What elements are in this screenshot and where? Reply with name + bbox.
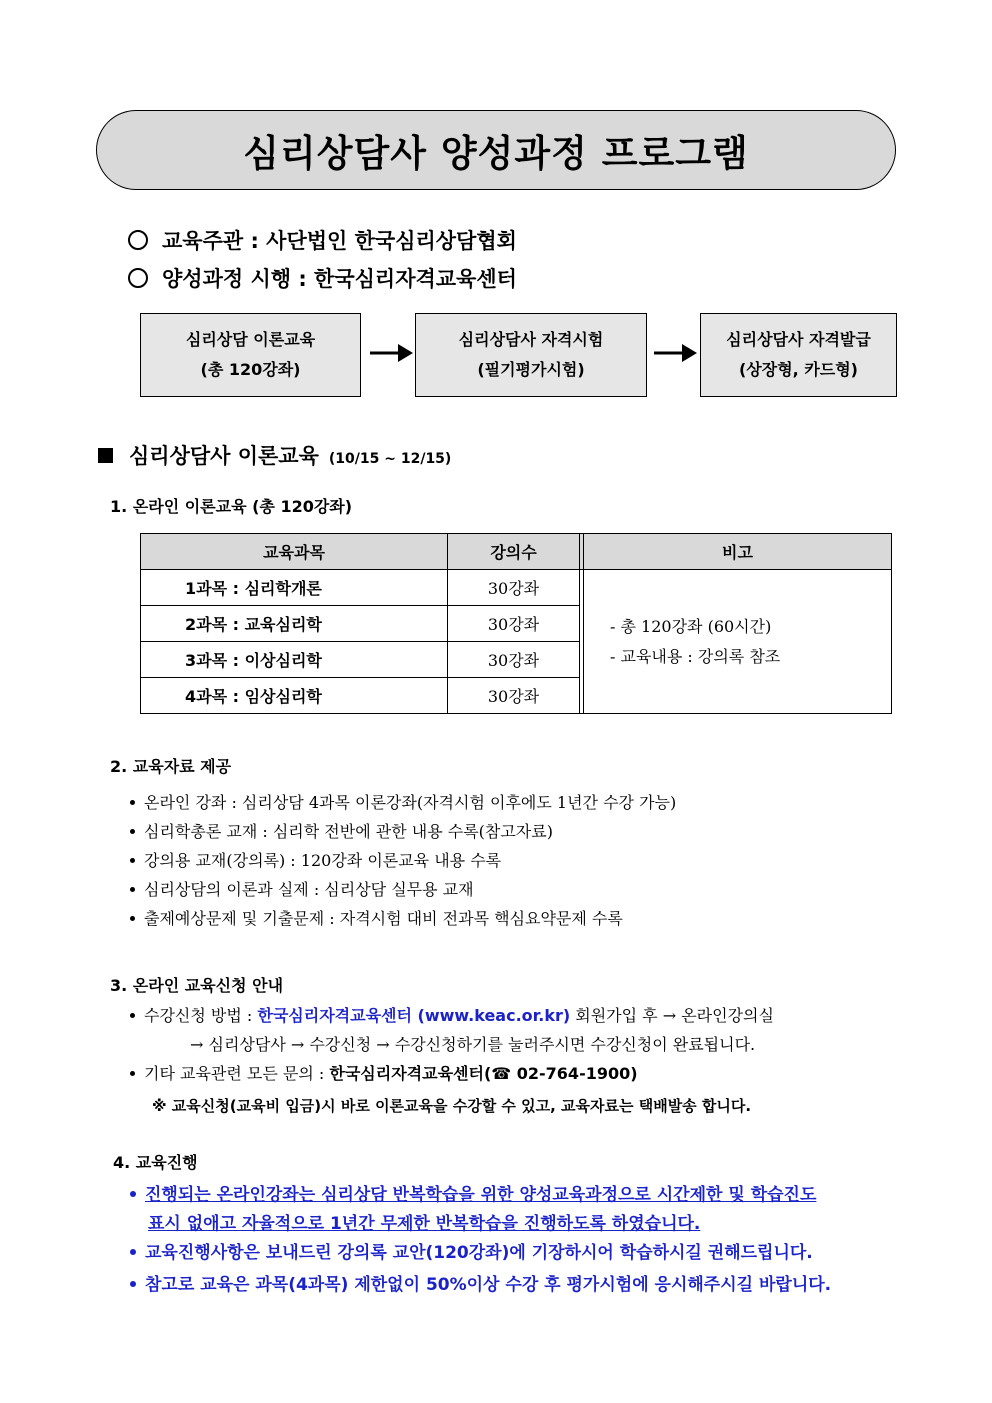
circle-bullet-icon: [128, 268, 148, 288]
course-count: 30강좌: [448, 606, 580, 642]
progress-note-3: [130, 1270, 831, 1295]
column-header: 비고: [584, 534, 892, 570]
list-item-text: 심리상담의 이론과 실제 : 심리상담 실무용 교재: [144, 880, 474, 899]
column-header: 강의수: [448, 534, 580, 570]
note-line: - 교육내용 : 강의록 참조: [610, 646, 781, 666]
progress-note-2: [130, 1238, 813, 1263]
flow-step-label: 심리상담 이론교육: [185, 330, 316, 349]
flow-step-label: 심리상담사 자격발급: [726, 330, 871, 349]
course-notes: [584, 570, 892, 714]
page-title: [96, 110, 896, 190]
flow-step-sublabel: (상장형, 카드형): [738, 360, 858, 379]
info-operator-text: 양성과정 시행 : 한국심리자격교육센터: [162, 267, 517, 291]
bullet-icon: [130, 1071, 135, 1076]
apply-prefix: 수강신청 방법 :: [144, 1006, 258, 1025]
flow-step-education: [140, 313, 361, 397]
flow-step-sublabel: (필기평가시험): [477, 360, 585, 379]
course-subject: 3과목 : 이상심리학: [141, 642, 448, 678]
bullet-icon: [130, 829, 135, 834]
list-item: [130, 848, 501, 871]
course-count: 30강좌: [448, 642, 580, 678]
progress-note-1b-text: 표시 없애고 자율적으로 1년간 무제한 반복학습을 진행하도록 하였습니다.: [148, 1214, 701, 1234]
course-subject: 1과목 : 심리학개론: [141, 570, 448, 606]
table-header-row: [141, 534, 892, 570]
progress-note-3-text: 참고로 교육은 과목(4과목) 제한없이 50%이상 수강 후 평가시험에 응시해주시길 바랍니다.: [145, 1275, 832, 1295]
course-subject: 2과목 : 교육심리학: [141, 606, 448, 642]
apply-method: [130, 1003, 774, 1026]
square-bullet-icon: [98, 448, 113, 463]
contact-prefix: 기타 교육관련 모든 문의 :: [144, 1064, 330, 1083]
subsection-2-title: 2. 교육자료 제공: [110, 757, 232, 776]
info-organizer-text: 교육주관 : 사단법인 한국심리상담협회: [162, 229, 517, 253]
course-subject: 4과목 : 임상심리학: [141, 678, 448, 714]
flow-step-sublabel: (총 120강좌): [200, 360, 301, 379]
section-heading: [98, 440, 451, 470]
apply-method-continued: → 심리상담사 → 수강신청 → 수강신청하기를 눌러주시면 수강신청이 완료됩니다.: [190, 1035, 756, 1054]
website-link[interactable]: 한국심리자격교육센터 (www.keac.or.kr): [257, 1006, 571, 1025]
progress-note-1-continued: [148, 1209, 700, 1234]
column-header: 교육과목: [141, 534, 448, 570]
progress-note-1-text: 진행되는 온라인강좌는 심리상담 반복학습을 위한 양성교육과정으로 시간제한 및 학습진도: [145, 1185, 817, 1205]
bullet-icon: [130, 916, 135, 921]
section-title: 심리상담사 이론교육: [129, 444, 319, 468]
bullet-icon: [130, 1013, 135, 1018]
course-table: [140, 533, 892, 714]
bullet-icon: [130, 858, 135, 863]
bullet-icon: [130, 887, 135, 892]
list-item: [130, 906, 623, 929]
subsection-4-title: 4. 교육진행: [113, 1153, 198, 1172]
contact-info: [130, 1061, 638, 1084]
bullet-icon: [130, 800, 135, 805]
circle-bullet-icon: [128, 230, 148, 250]
list-item: [130, 790, 676, 813]
bullet-icon: [130, 1249, 136, 1255]
note-line: - 총 120강좌 (60시간): [610, 616, 772, 636]
right-arrow-icon: [652, 342, 698, 364]
page-title-text: 심리상담사 양성과정 프로그램: [243, 132, 749, 175]
list-item-text: 심리학총론 교재 : 심리학 전반에 관한 내용 수록(참고자료): [144, 822, 553, 841]
list-item-text: 출제예상문제 및 기출문제 : 자격시험 대비 전과목 핵심요약문제 수록: [144, 909, 623, 928]
bullet-icon: [130, 1191, 136, 1197]
flow-step-certificate: [700, 313, 897, 397]
apply-suffix: 회원가입 후 → 온라인강의실: [570, 1006, 774, 1025]
flow-step-exam: [415, 313, 647, 397]
section-period: (10/15 ~ 12/15): [328, 451, 452, 467]
course-count: 30강좌: [448, 570, 580, 606]
bullet-icon: [130, 1281, 136, 1287]
list-item-text: 강의용 교재(강의록) : 120강좌 이론교육 내용 수록: [144, 851, 502, 870]
info-organizer: [128, 225, 517, 255]
list-item-text: 온라인 강좌 : 심리상담 4과목 이론강좌(자격시험 이후에도 1년간 수강 가능): [144, 793, 677, 812]
enrollment-note: ※ 교육신청(교육비 입금)시 바로 이론교육을 수강할 수 있고, 교육자료는 택배발송 합니다.: [152, 1097, 752, 1115]
right-arrow-icon: [368, 342, 414, 364]
progress-note-1: [130, 1180, 816, 1205]
info-operator: [128, 263, 517, 293]
course-count: 30강좌: [448, 678, 580, 714]
list-item: [130, 819, 553, 842]
list-item: [130, 877, 474, 900]
contact-phone: 한국심리자격교육센터(☎ 02-764-1900): [329, 1064, 638, 1083]
table-row: [141, 570, 892, 606]
subsection-1-title: 1. 온라인 이론교육 (총 120강좌): [110, 497, 353, 516]
progress-note-2-text: 교육진행사항은 보내드린 강의록 교안(120강좌)에 기장하시어 학습하시길 권해드립니다.: [145, 1243, 813, 1263]
flow-step-label: 심리상담사 자격시험: [458, 330, 604, 349]
subsection-3-title: 3. 온라인 교육신청 안내: [110, 976, 284, 995]
